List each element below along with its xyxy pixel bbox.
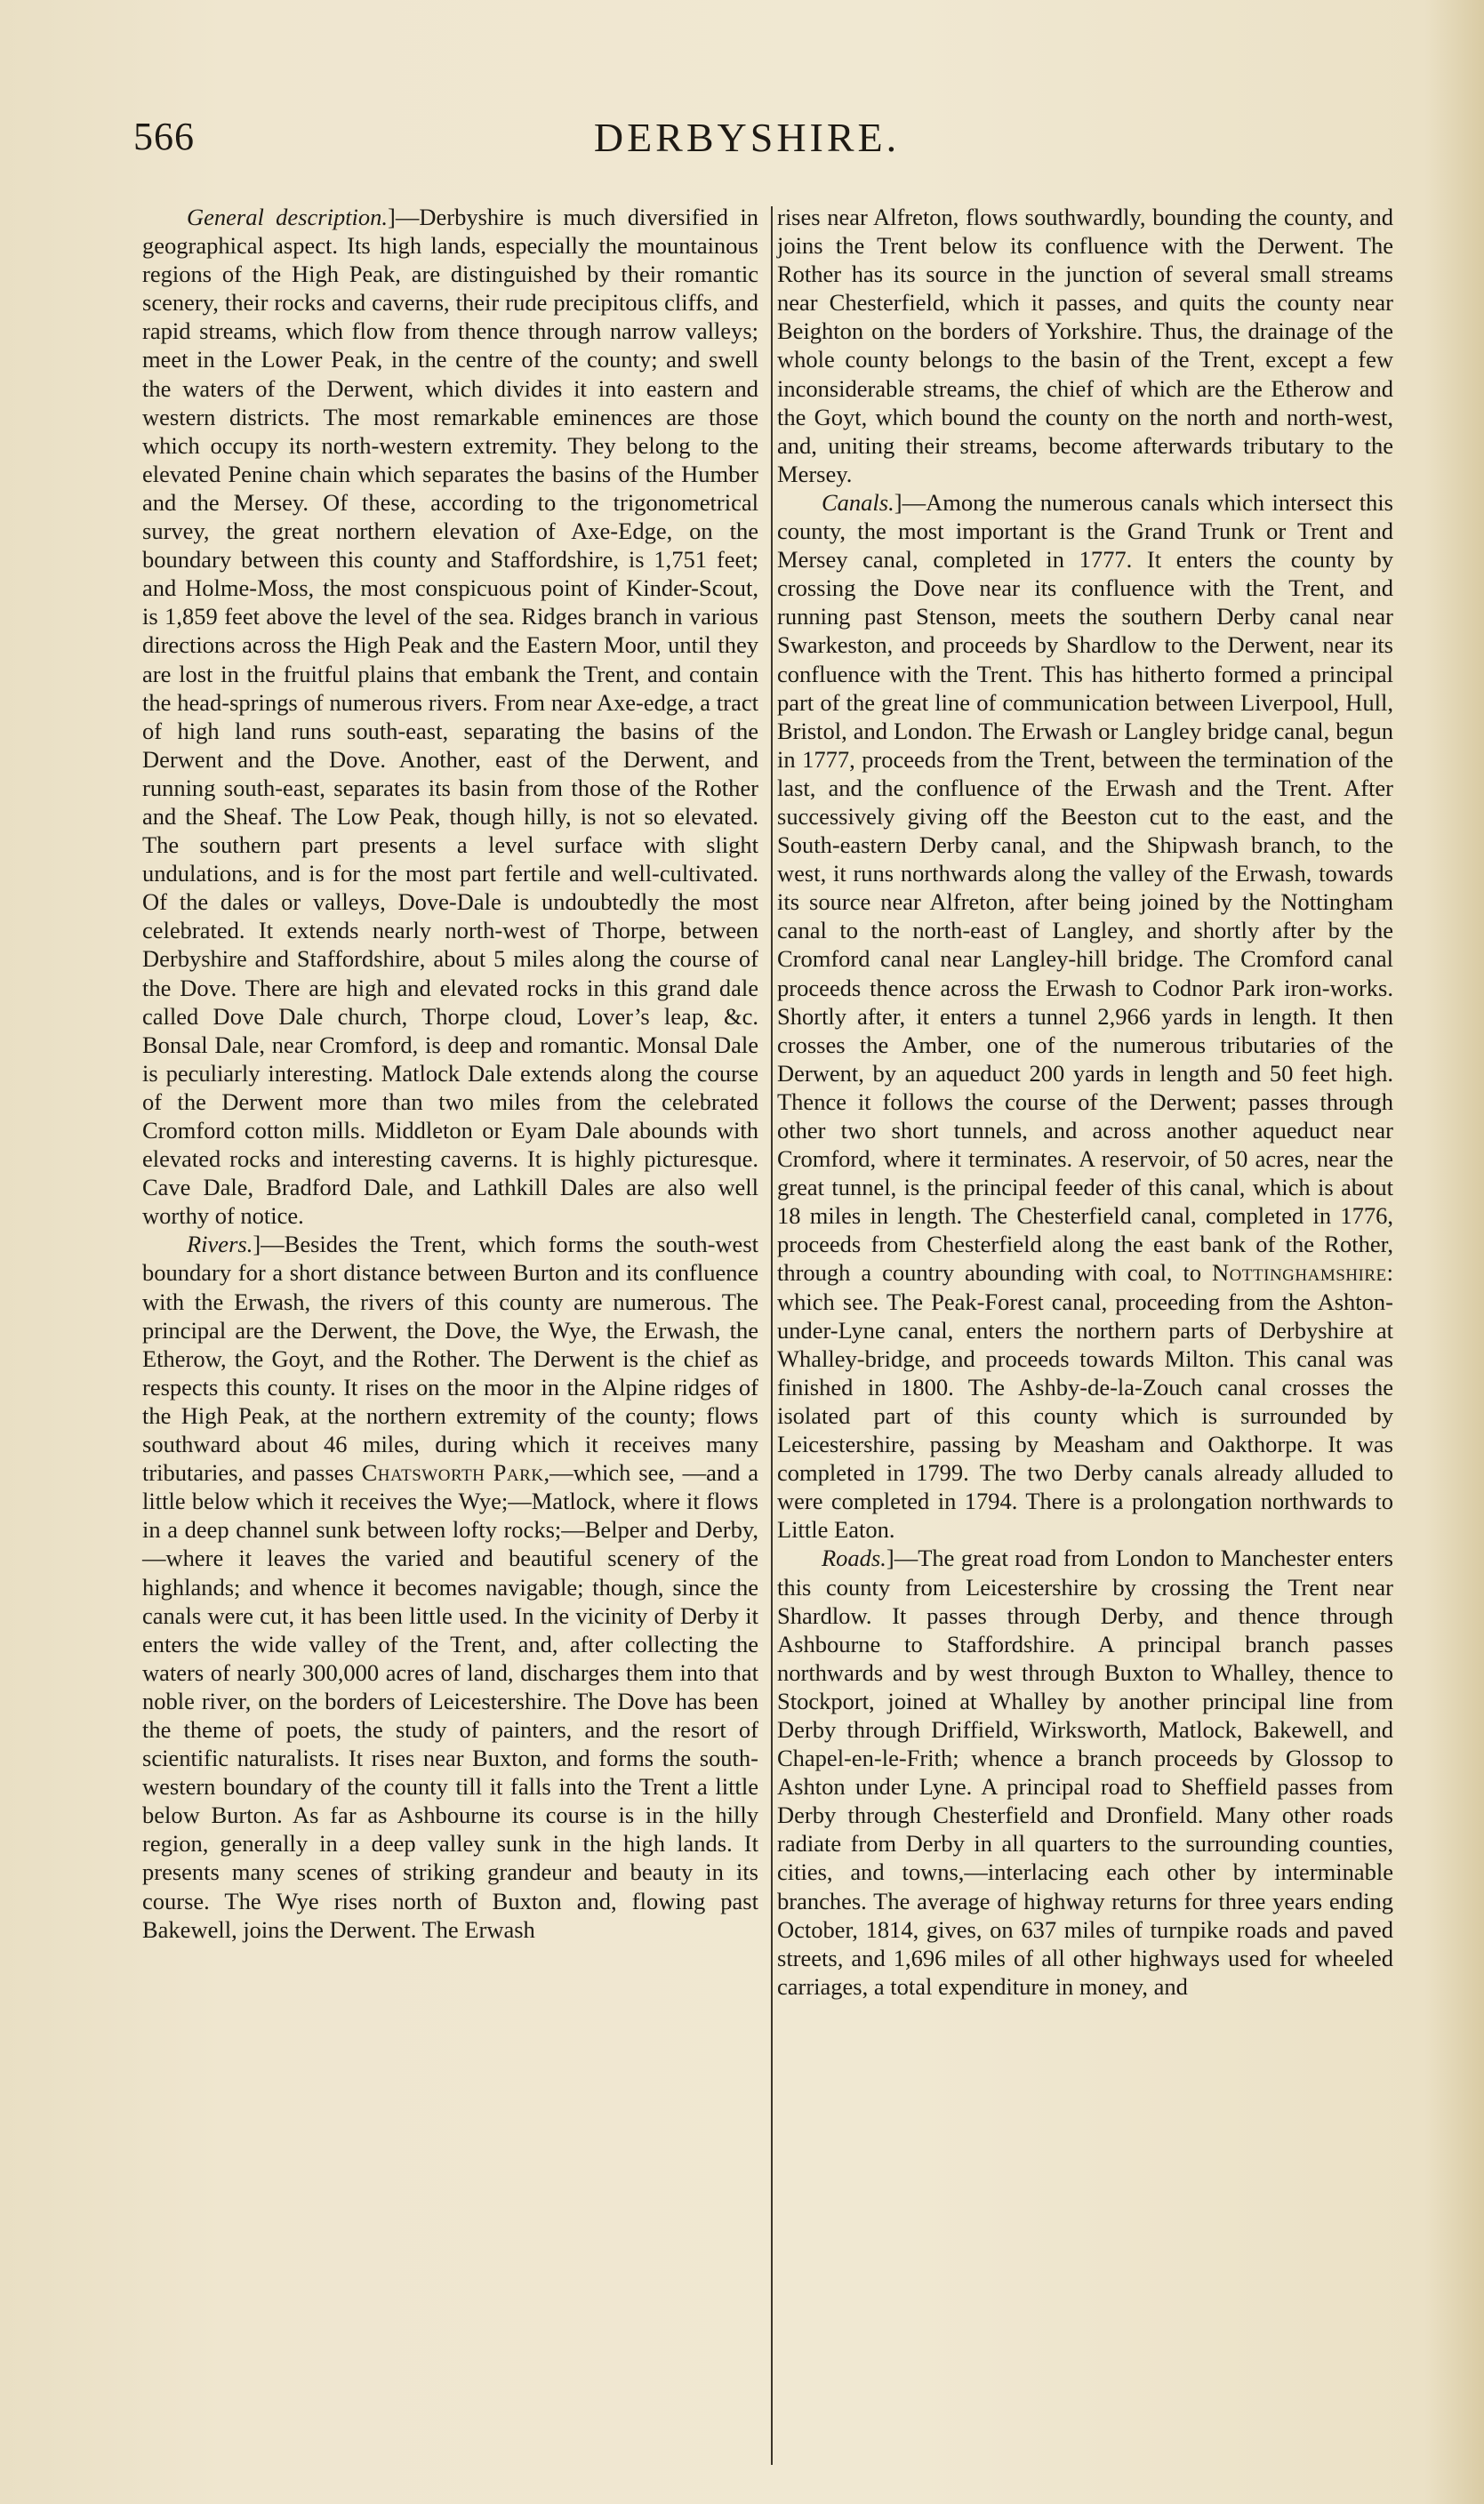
- canals-paragraph: [777, 488, 1393, 1544]
- canals-text-continued: : which see. The Peak-Forest canal, proceeding from the Ashton-under-Lyne canal, enters the northern parts of Derbyshire at Whalley-bridge, and proceeds towards Milton. This canal was finished in 1800. The Ashby-de-la-Zouch canal crosses the isolated part of this county which is surrounded by Leicestershire, passing by Measham and Oakthorpe. It was completed in 1799. The two Derby canals already alluded to were completed in 1794. There is a prolongation northwards to Little Eaton.: [777, 1259, 1393, 1544]
- heading-bracket: ]: [253, 1231, 261, 1258]
- roads-paragraph: [777, 1544, 1393, 2001]
- rivers-paragraph: [142, 1230, 758, 1943]
- rivers-continuation-paragraph: rises near Alfreton, flows southwardly, bounding the county, and joins the Trent below its confluence with the Derwent. The Rother has its source in the junction of several small streams near Chesterfield, which it passes, and quits the county near Beighton on the borders of Yorkshire. Thus, the drainage of the whole county belongs to the basin of the Trent, except a few inconsiderable streams, the chief of which are the Etherow and the Goyt, which bound the county on the north and north-west, and, uniting their streams, become afterwards tributary to the Mersey.: [777, 204, 1393, 487]
- rivers-text: —Besides the Trent, which forms the south-west boundary for a short distance between Burton and its confluence with the Erwash, the rivers of this county are numerous. The principal are the Derwent, the Dove, the Wye, the Erwash, the Etherow, the Goyt, and the Rother. The Derwent is the chief as respects this county. It rises on the moor in the Alpine ridges of the High Peak, at the northern extremity of the county; flows southward about 46 miles, during which it receives many tributaries, and passes: [142, 1231, 758, 1487]
- page-header: [133, 114, 1360, 185]
- rivers-heading: Rivers.: [187, 1231, 253, 1258]
- cross-reference-nottinghamshire: Nottinghamshire: [1212, 1259, 1387, 1287]
- canals-text: —Among the numerous canals which intersect this county, the most important is the Grand Trunk or Trent and Mersey canal, completed in 1777. It enters the county by crossing the Dove near its confluence with the Trent, and running past Stenson, meets the southern Derby canal near Swarkeston, and proceeds by Shardlow to the Derwent, near its confluence with the Trent. This has hitherto formed a principal part of the great line of communication between Liverpool, Hull, Bristol, and London. The Erwash or Langley bridge canal, begun in 1777, proceeds from the Trent, between the termination of the last, and the confluence of the Erwash and the Trent. After successively giving off the Beeston cut to the east, and the South-eastern Derby canal, and the Shipwash branch, to the west, it runs northwards along the valley of the Erwash, towards its source near Alfreton, after being joined by the Nottingham canal to the north-east of Langley, and shortly after by the Cromford canal near Langley-hill bridge. The Cromford canal proceeds thence across the Erwash to Codnor Park iron-works. Shortly after, it enters a tunnel 2,966 yards in length. It then crosses the Amber, one of the numerous tributaries of the Derwent, by an aqueduct 200 yards in length and 50 feet high. Thence it follows the course of the Derwent; passes through other two short tunnels, and across another aqueduct near Cromford, where it terminates. A reservoir, of 50 acres, near the great tunnel, is the principal feeder of this canal, which is about 18 miles in length. The Chesterfield canal, completed in 1776, proceeds from Chesterfield along the east bank of the Rother, through a country abounding with coal, to: [777, 488, 1393, 1287]
- cross-reference-chatsworth-park: Chatsworth Park: [361, 1459, 544, 1487]
- heading-bracket: ]: [886, 1545, 894, 1572]
- heading-bracket: ]: [894, 488, 902, 516]
- general-description-paragraph: [142, 203, 758, 1230]
- canals-heading: Canals.: [822, 488, 894, 516]
- roads-heading: Roads.: [822, 1545, 886, 1572]
- running-head: DERBYSHIRE.: [593, 115, 901, 160]
- general-description-text: —Derbyshire is much diversified in geographical aspect. Its high lands, especially the mountainous regions of the High Peak, are distinguished by their romantic scenery, their rocks and caverns, their rude precipitous cliffs, and rapid streams, which flow from thence through narrow valleys; meet in the Lower Peak, in the centre of the county; and swell the waters of the Derwent, which divides it into eastern and western districts. The most remarkable eminences are those which occupy its north-western extremity. They belong to the elevated Penine chain which separates the basins of the Humber and the Mersey. Of these, according to the trigonometrical survey, the great northern elevation of Axe-Edge, on the boundary between this county and Staffordshire, is 1,751 feet; and Holme-Moss, the most conspicuous point of Kinder-Scout, is 1,859 feet above the level of the sea. Ridges branch in various directions across the High Peak and the Eastern Moor, until they are lost in the fruitful plains that embank the Trent, and contain the head-springs of numerous rivers. From near Axe-edge, a tract of high land runs south-east, separating the basins of the Derwent and the Dove. Another, east of the Derwent, and running south-east, separates its basin from those of the Rother and the Sheaf. The Low Peak, though hilly, is not so elevated. The southern part presents a level surface with slight undulations, and is for the most part fertile and well-cultivated. Of the dales or valleys, Dove-Dale is undoubtedly the most celebrated. It extends nearly north-west of Thorpe, between Derbyshire and Staffordshire, about 5 miles along the course of the Dove. There are high and elevated rocks in this grand dale called Dove Dale church, Thorpe cloud, Lover’s leap, &c. Bonsal Dale, near Cromford, is deep and romantic. Monsal Dale is peculiarly interesting. Matlock Dale extends along the course of the Derwent more than two miles from the celebrated Cromford cotton mills. Middleton or Eyam Dale abounds with elevated rocks and interesting caverns. It is highly picturesque. Cave Dale, Bradford Dale, and Lathkill Dales are also well worthy of notice.: [142, 204, 758, 1230]
- heading-bracket: ]: [388, 204, 396, 230]
- roads-text: —The great road from London to Manchester enters this county from Leicestershire by crossing the Trent near Shardlow. It passes through Derby, and thence through Ashbourne to Staffordshire. A principal branch passes northwards and by west through Buxton to Whalley, thence to Stockport, joined at Whalley by another principal line from Derby through Driffield, Wirksworth, Matlock, Bakewell, and Chapel-en-le-Frith; whence a branch proceeds by Glossop to Ashton under Lyne. A principal road to Sheffield passes from Derby through Chesterfield and Dronfield. Many other roads radiate from Derby in all quarters to the surrounding counties, cities, and towns,—interlacing each other by interminable branches. The average of highway returns for three years ending October, 1814, gives, on 637 miles of turnpike roads and paved streets, and 1,696 miles of all other highways used for wheeled carriages, a total expenditure in money, and: [777, 1545, 1393, 2000]
- column-divider: [771, 206, 773, 2465]
- general-description-heading: General description.: [187, 204, 389, 230]
- left-column: [142, 203, 758, 1944]
- rivers-text-continued: ,—which see, —and a little below which it receives the Wye;—Matlock, where it flows in a deep channel sunk between lofty rocks;—Belper and Derby,—where it leaves the varied and beautiful scenery of the highlands; and whence it becomes navigable; though, since the canals were cut, it has been little used. In the vicinity of Derby it enters the wide valley of the Trent, and, after collecting the waters of nearly 300,000 acres of land, discharges them into that noble river, on the borders of Leicestershire. The Dove has been the theme of poets, the study of painters, and the resort of scientific naturalists. It rises near Buxton, and forms the south-western boundary of the county till it falls into the Trent a little below Burton. As far as Ashbourne its course is in the hilly region, generally in a deep valley sunk in the high lands. It presents many scenes of striking grandeur and beauty in its course. The Wye rises north of Buxton and, flowing past Bakewell, joins the Derwent. The Erwash: [142, 1459, 758, 1943]
- right-column: [777, 203, 1393, 2001]
- page-number: 566: [133, 115, 195, 158]
